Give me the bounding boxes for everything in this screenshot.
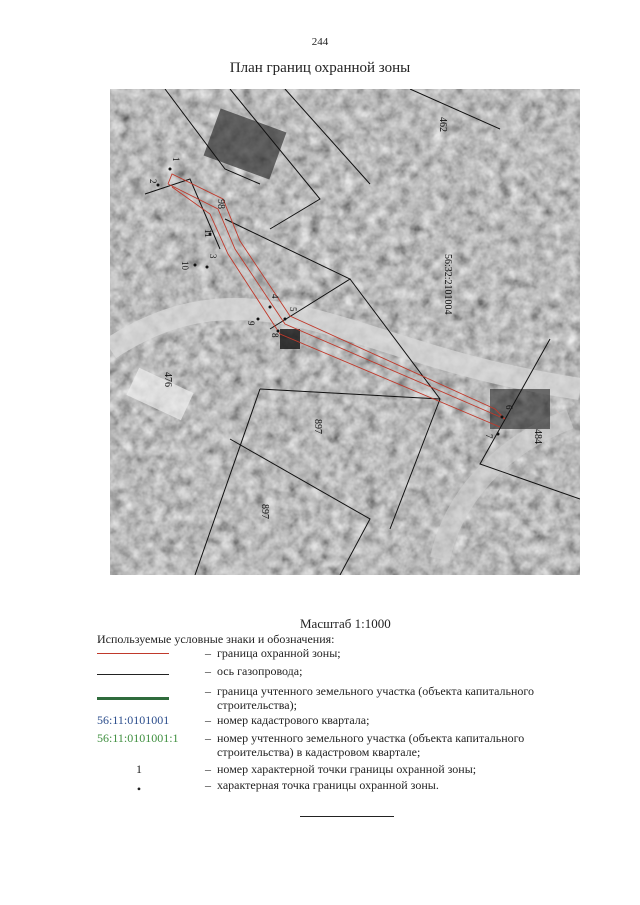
point-dot-symbol: • [136, 782, 142, 796]
point-label: 4 [270, 294, 280, 299]
parcel-label-462: 462 [437, 117, 448, 132]
green-line-symbol [97, 694, 172, 708]
point-marker [206, 266, 209, 269]
map-scale: Масштаб 1:1000 [300, 616, 391, 631]
point-label: 9 [246, 321, 256, 326]
legend-desc: номер учтенного земельного участка (объекта капитального строительства) в кадастровом квартале; [217, 731, 525, 759]
legend-dash: – [205, 778, 211, 792]
parcel-label-897a: 897 [312, 419, 323, 434]
legend-dash: – [205, 684, 211, 698]
parcel-label-484: 484 [532, 429, 543, 444]
boundary-map [110, 89, 580, 575]
page-number: 244 [311, 36, 329, 48]
point-label: 1 [171, 157, 181, 162]
point-label: 3 [208, 254, 218, 259]
point-label: 11 [203, 229, 213, 238]
parcel-code: 56:11:0101001:1 [97, 731, 179, 745]
point-label: 10 [180, 261, 190, 270]
point-label: 7 [484, 434, 494, 439]
legend-desc: номер характерной точки границы охранной зоны; [217, 762, 477, 776]
parcel-label-98: 98 [215, 199, 226, 209]
page-title: План границ охранной зоны [229, 60, 411, 76]
footer-divider [300, 816, 394, 817]
legend-dash: – [205, 731, 211, 745]
point-marker [269, 306, 272, 309]
point-marker [501, 416, 504, 419]
building [280, 329, 300, 349]
building [490, 389, 550, 429]
parcel-label-897b: 897 [259, 504, 270, 519]
black-line-symbol [97, 664, 172, 678]
legend-dash: – [205, 646, 211, 660]
legend-dash: – [205, 713, 211, 727]
legend-desc: ось газопровода; [217, 664, 303, 678]
legend-title: Используемые условные знаки и обозначения: [97, 632, 335, 646]
quarter-label: 56:32:2101004 [442, 254, 453, 315]
point-number-symbol: 1 [136, 762, 142, 776]
legend-desc: номер кадастрового квартала; [217, 713, 370, 727]
legend-desc: граница охранной зоны; [217, 646, 341, 660]
red-line-symbol [97, 646, 172, 660]
quarter-code: 56:11:0101001 [97, 713, 170, 727]
parcel-label-476: 476 [162, 372, 173, 387]
legend-desc: характерная точка границы охранной зоны. [217, 778, 439, 792]
point-marker [157, 184, 160, 187]
point-marker [284, 318, 287, 321]
point-label: 8 [270, 333, 280, 338]
point-label: 2 [148, 179, 158, 184]
point-label: 5 [288, 307, 298, 312]
point-marker [169, 168, 172, 171]
point-label: 6 [504, 405, 514, 410]
legend-dash: – [205, 762, 211, 776]
point-marker [194, 264, 197, 267]
point-marker [497, 433, 500, 436]
legend-desc: граница учтенного земельного участка (объекта капитального строительства); [217, 684, 535, 712]
legend-dash: – [205, 664, 211, 678]
